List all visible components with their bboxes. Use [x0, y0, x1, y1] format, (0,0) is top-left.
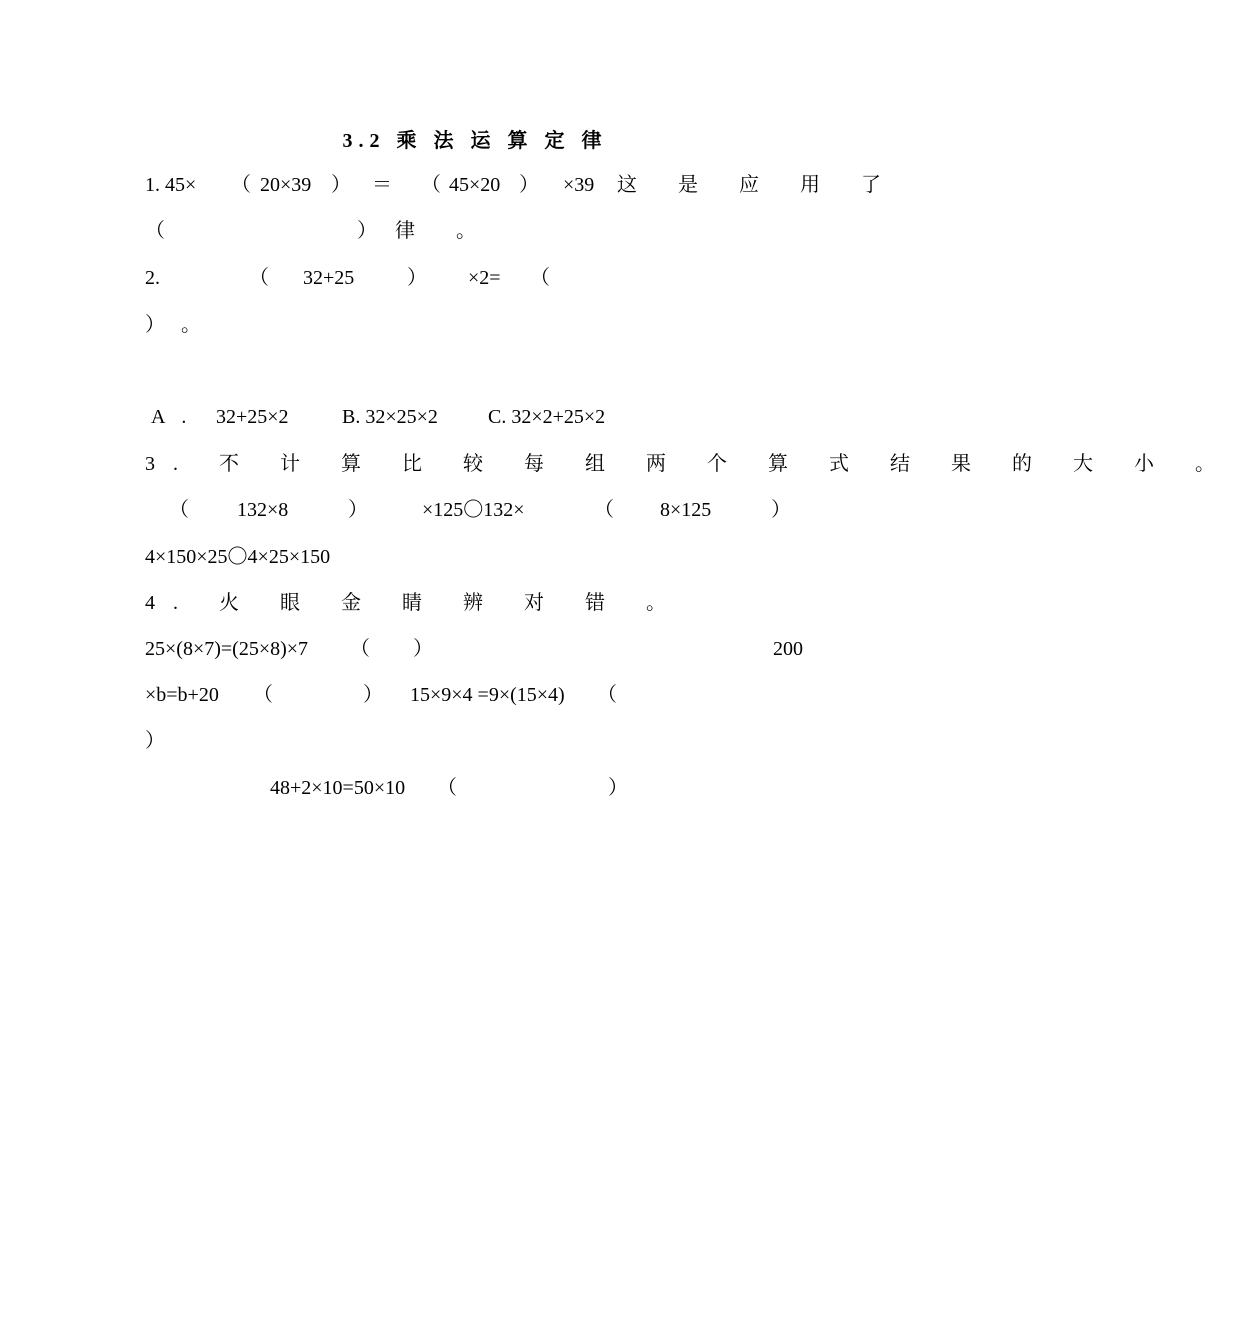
q1-number: 1. 45× [145, 174, 197, 196]
question-3-row-1 [145, 495, 810, 525]
q3-paren-close-1: ） [348, 499, 368, 521]
q2-paren-open-2: （ [530, 267, 550, 289]
q3-middle-expression: ×125〇132× [422, 499, 525, 521]
q1-paren-close-2: ） [519, 174, 539, 196]
q2-paren-open-1: （ [249, 267, 269, 289]
q4-item-3-paren-open: （ [597, 684, 617, 706]
question-3-heading [145, 449, 1233, 479]
q4-item-3-paren-close: ） [145, 730, 165, 752]
q4-item-1-paren-close: ） [413, 638, 433, 660]
q1-paren-close-1: ） [331, 174, 351, 196]
option-a-label: A . [151, 406, 193, 428]
question-4-heading [145, 588, 810, 618]
q2-multiplier: ×2= [468, 267, 501, 289]
q2-paren-close-1: ） [407, 267, 427, 289]
question-3-row-2 [145, 542, 810, 572]
question-1-line-2 [145, 216, 810, 246]
question-4-line-4 [145, 773, 810, 803]
question-1-line-1 [145, 170, 899, 200]
q1-expression-1: 20×39 [260, 174, 312, 196]
q2-number: 2. [145, 267, 160, 289]
q3-paren-open-2: （ [594, 499, 614, 521]
q3-paren-close-2: ） [771, 499, 791, 521]
q1-expression-2: 45×20 [449, 174, 501, 196]
q3-expression-2: 8×125 [660, 499, 712, 521]
q1-paren-open-2: （ [421, 174, 441, 196]
q3-heading-text: 3. 不 计 算 比 较 每 组 两 个 算 式 结 果 的 大 小 。 [145, 453, 1233, 475]
q4-item-2-paren-close: ） [363, 684, 383, 706]
q1-equals: ＝ [372, 174, 392, 196]
q1-after-text: 律 。 [395, 220, 494, 242]
q1-blank-open: （ [145, 220, 165, 242]
q4-item-2-paren-open: （ [253, 684, 273, 706]
q1-blank-close: ） [357, 220, 377, 242]
question-2-options [145, 402, 810, 432]
q4-item-3: 15×9×4 =9×(15×4) [410, 684, 565, 706]
q4-heading-text: 4. 火 眼 金 睛 辨 对 错 。 [145, 592, 684, 614]
q4-item-2-rest: ×b=b+20 [145, 684, 219, 706]
q3-paren-open-1: （ [169, 499, 189, 521]
option-b: B. 32×25×2 [342, 406, 438, 428]
q3-comparison-2: 4×150×25〇4×25×150 [145, 546, 331, 568]
q2-expression: 32+25 [303, 267, 355, 289]
q3-expression-1: 132×8 [237, 499, 289, 521]
q2-period: 。 [181, 314, 201, 336]
q1-multiplier: ×39 [563, 174, 595, 196]
question-4-line-1 [145, 634, 810, 664]
page-title: 3.2 乘 法 运 算 定 律 [342, 130, 608, 152]
q4-item-4: 48+2×10=50×10 [270, 777, 406, 799]
q4-item-4-paren-open: （ [437, 777, 457, 799]
option-c: C. 32×2+25×2 [488, 406, 606, 428]
q1-prompt-text: 这 是 应 用 了 [617, 174, 899, 196]
question-2-line-2 [145, 310, 810, 340]
question-4-line-2 [145, 680, 810, 710]
q2-paren-close-2: ） [145, 314, 165, 336]
question-4-line-3 [145, 726, 810, 756]
q4-item-1-paren-open: （ [350, 638, 370, 660]
q1-paren-open-1: （ [231, 174, 251, 196]
option-a-value: 32+25×2 [216, 406, 289, 428]
question-2-line-1 [145, 263, 810, 293]
q4-item-4-paren-close: ） [608, 777, 628, 799]
q4-item-1: 25×(8×7)=(25×8)×7 [145, 638, 309, 660]
q4-item-2-start: 200 [773, 638, 803, 660]
